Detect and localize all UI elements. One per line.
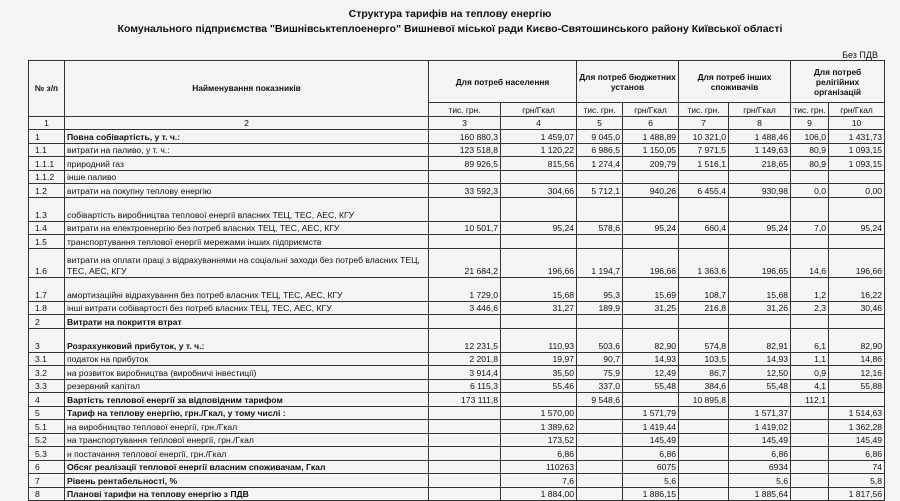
row-number: 2 [29, 315, 65, 329]
row-number: 1.6 [29, 248, 65, 277]
row-value: 5,8 [829, 474, 885, 488]
row-value [829, 315, 885, 329]
row-value: 3 914,4 [429, 366, 501, 380]
table-row [29, 301, 885, 315]
row-value: 503,6 [577, 328, 623, 352]
row-value: 6,86 [729, 447, 791, 461]
row-label: Повна собівартість, у т. ч.: [65, 130, 429, 144]
row-number: 5.2 [29, 433, 65, 447]
row-value: 35,50 [501, 366, 577, 380]
row-value: 21 684,2 [429, 248, 501, 277]
row-value: 1 363,6 [679, 248, 729, 277]
row-value [429, 170, 501, 184]
row-value: 815,56 [501, 157, 577, 171]
row-value: 80,9 [791, 143, 829, 157]
row-value: 108,7 [679, 277, 729, 301]
table-row [29, 277, 885, 301]
row-value: 1 514,63 [829, 406, 885, 420]
table-row [29, 328, 885, 352]
row-value: 6934 [729, 460, 791, 474]
row-value [729, 197, 791, 221]
table-row [29, 184, 885, 198]
row-value: 1 194,7 [577, 248, 623, 277]
document-subtitle: Комунального підприємства "Вишнівськтеплоенерго" Вишневої міської ради Києво-Святошинського району Київської області [117, 23, 783, 35]
row-value: 1 459,07 [501, 130, 577, 144]
row-value: 82,91 [729, 328, 791, 352]
unit-header: тис. грн. [577, 103, 623, 117]
row-value: 6,86 [829, 447, 885, 461]
row-value: 1 885,64 [729, 487, 791, 501]
row-label: Рівень рентабельності, % [65, 474, 429, 488]
row-value [679, 420, 729, 434]
row-value: 5,6 [729, 474, 791, 488]
row-value: 3 446,6 [429, 301, 501, 315]
row-value [429, 315, 501, 329]
column-index: 10 [829, 116, 885, 130]
table-row [29, 248, 885, 277]
column-index: 8 [729, 116, 791, 130]
row-value: 574,8 [679, 328, 729, 352]
row-value [791, 406, 829, 420]
row-value [501, 235, 577, 249]
row-value [679, 170, 729, 184]
row-value [791, 487, 829, 501]
row-value: 0,9 [791, 366, 829, 380]
row-value [623, 197, 679, 221]
row-value [791, 474, 829, 488]
row-value [429, 460, 501, 474]
table-row [29, 393, 885, 407]
row-label: амортизаційні відрахування без потреб власних ТЕЦ, ТЕС, АЕС, КГУ [65, 277, 429, 301]
table-row [29, 487, 885, 501]
row-number: 1.5 [29, 235, 65, 249]
row-value [679, 406, 729, 420]
row-value [577, 235, 623, 249]
row-value: 930,98 [729, 184, 791, 198]
row-label: транспортування теплової енергії мережами інших підприємств [65, 235, 429, 249]
row-value [577, 460, 623, 474]
row-value: 123 518,8 [429, 143, 501, 157]
row-label: Вартість теплової енергії за відповідним тарифом [65, 393, 429, 407]
table-row [29, 130, 885, 144]
row-value: 55,48 [623, 379, 679, 393]
row-value: 30,46 [829, 301, 885, 315]
table-row [29, 143, 885, 157]
row-label: Планові тарифи на теплову енергію з ПДВ [65, 487, 429, 501]
row-value [679, 315, 729, 329]
row-value: 196,65 [729, 248, 791, 277]
row-number: 1.7 [29, 277, 65, 301]
row-value: 5,6 [623, 474, 679, 488]
row-value: 1 093,15 [829, 143, 885, 157]
document-title: Структура тарифів на теплову енергію [348, 8, 552, 20]
row-value: 189,9 [577, 301, 623, 315]
row-value: 5 712,1 [577, 184, 623, 198]
row-label: Розрахунковий прибуток, у т. ч.: [65, 328, 429, 352]
row-value: 1 817,56 [829, 487, 885, 501]
table-row [29, 170, 885, 184]
row-label: інші витрати собівартості без потреб власних ТЕЦ, ТЕС, АЕС, КГУ [65, 301, 429, 315]
unit-header: грн/Гкал [501, 103, 577, 117]
row-value: 1 571,37 [729, 406, 791, 420]
row-value: 145,49 [623, 433, 679, 447]
row-value: 1 431,73 [829, 130, 885, 144]
row-value: 1 389,62 [501, 420, 577, 434]
row-value: 14,6 [791, 248, 829, 277]
row-value [729, 315, 791, 329]
table-row [29, 352, 885, 366]
row-value: 82,90 [829, 328, 885, 352]
row-value: 15,69 [623, 277, 679, 301]
row-label: н постачання теплової енергії, грн./Гкал [65, 447, 429, 461]
row-number: 8 [29, 487, 65, 501]
row-value [429, 447, 501, 461]
row-value: 95,24 [829, 221, 885, 235]
row-label: природний газ [65, 157, 429, 171]
row-value [577, 474, 623, 488]
row-value: 90,7 [577, 352, 623, 366]
row-value: 82,90 [623, 328, 679, 352]
row-value [791, 420, 829, 434]
row-value: 15,68 [729, 277, 791, 301]
row-value [679, 197, 729, 221]
row-number: 1.4 [29, 221, 65, 235]
row-value: 74 [829, 460, 885, 474]
row-number: 4 [29, 393, 65, 407]
header-name: Найменування показників [65, 61, 429, 117]
row-number: 7 [29, 474, 65, 488]
row-value: 6,86 [623, 447, 679, 461]
tariff-table [28, 60, 885, 501]
row-value: 55,88 [829, 379, 885, 393]
table-row [29, 157, 885, 171]
row-value: 10 501,7 [429, 221, 501, 235]
table-row [29, 474, 885, 488]
column-index: 7 [679, 116, 729, 130]
row-label: податок на прибуток [65, 352, 429, 366]
row-value: 106,0 [791, 130, 829, 144]
row-value: 6 115,3 [429, 379, 501, 393]
row-value: 12 231,5 [429, 328, 501, 352]
row-value [623, 170, 679, 184]
row-value: 1,1 [791, 352, 829, 366]
row-number: 1.1.1 [29, 157, 65, 171]
table-row [29, 315, 885, 329]
row-value: 12,49 [623, 366, 679, 380]
table-row [29, 420, 885, 434]
row-value: 173 111,8 [429, 393, 501, 407]
row-value: 6,86 [501, 447, 577, 461]
row-number: 3.2 [29, 366, 65, 380]
row-label: Тариф на теплову енергію, грн./Гкал, у тому числі : [65, 406, 429, 420]
row-number: 3.3 [29, 379, 65, 393]
row-label: інше паливо [65, 170, 429, 184]
row-value [577, 170, 623, 184]
row-value: 9 548,6 [577, 393, 623, 407]
row-value [729, 235, 791, 249]
row-value: 9 045,0 [577, 130, 623, 144]
row-value: 218,65 [729, 157, 791, 171]
table-row [29, 366, 885, 380]
unit-header: грн/Гкал [829, 103, 885, 117]
header-group-population: Для потреб населення [429, 61, 577, 103]
row-value: 10 321,0 [679, 130, 729, 144]
unit-header: грн/Гкал [623, 103, 679, 117]
row-value: 12,50 [729, 366, 791, 380]
header-group-religious: Для потреб релігійних організацій [791, 61, 885, 103]
row-value: 31,25 [623, 301, 679, 315]
row-number: 1.1 [29, 143, 65, 157]
row-value: 6,1 [791, 328, 829, 352]
row-label: витрати на паливо, у т. ч.: [65, 143, 429, 157]
row-value: 145,49 [829, 433, 885, 447]
row-value: 2,3 [791, 301, 829, 315]
row-value [791, 315, 829, 329]
row-value: 95,3 [577, 277, 623, 301]
row-number: 1.8 [29, 301, 65, 315]
header-num: № з/п [29, 61, 65, 117]
row-value: 7,0 [791, 221, 829, 235]
row-value [829, 235, 885, 249]
row-value: 14,93 [623, 352, 679, 366]
row-value: 1 362,28 [829, 420, 885, 434]
table-row [29, 221, 885, 235]
row-value: 6 986,5 [577, 143, 623, 157]
column-index: 6 [623, 116, 679, 130]
row-value: 0,00 [829, 184, 885, 198]
row-value [791, 197, 829, 221]
row-value: 86,7 [679, 366, 729, 380]
row-number: 5.3 [29, 447, 65, 461]
row-label: витрати на оплати праці з відрахуваннями на соціальні заходи без потреб власних ТЕЦ, ТЕС, АЕС, КГУ [65, 248, 429, 277]
row-value: 1 886,15 [623, 487, 679, 501]
unit-header: тис. грн. [679, 103, 729, 117]
row-value: 10 895,8 [679, 393, 729, 407]
row-value: 95,24 [729, 221, 791, 235]
row-value: 103,5 [679, 352, 729, 366]
row-number: 6 [29, 460, 65, 474]
row-value [501, 393, 577, 407]
row-value [429, 406, 501, 420]
table-row [29, 447, 885, 461]
row-value: 31,26 [729, 301, 791, 315]
row-value: 1 488,89 [623, 130, 679, 144]
row-value: 1 093,15 [829, 157, 885, 171]
row-value [429, 433, 501, 447]
table-row [29, 460, 885, 474]
row-number: 5.1 [29, 420, 65, 434]
row-value: 337,0 [577, 379, 623, 393]
row-value: 89 926,5 [429, 157, 501, 171]
row-value [679, 474, 729, 488]
row-value [791, 235, 829, 249]
row-value: 1 884,00 [501, 487, 577, 501]
header-group-budget: Для потреб бюджетних установ [577, 61, 679, 103]
row-value: 19,97 [501, 352, 577, 366]
row-number: 1 [29, 130, 65, 144]
column-index: 5 [577, 116, 623, 130]
table-row [29, 197, 885, 221]
row-value: 112,1 [791, 393, 829, 407]
row-value: 304,66 [501, 184, 577, 198]
column-index: 9 [791, 116, 829, 130]
row-value: 660,4 [679, 221, 729, 235]
row-value: 80,9 [791, 157, 829, 171]
row-label: на розвиток виробництва (виробничі інвестиції) [65, 366, 429, 380]
unit-header: грн/Гкал [729, 103, 791, 117]
row-number: 1.1.2 [29, 170, 65, 184]
tariff-table-body [29, 130, 885, 501]
row-value: 1 570,00 [501, 406, 577, 420]
row-number: 5 [29, 406, 65, 420]
column-index: 3 [429, 116, 501, 130]
row-value [577, 197, 623, 221]
row-value: 95,24 [501, 221, 577, 235]
row-value: 6 455,4 [679, 184, 729, 198]
row-number: 1.3 [29, 197, 65, 221]
row-value: 15,68 [501, 277, 577, 301]
row-value: 1 149,63 [729, 143, 791, 157]
row-value [729, 393, 791, 407]
row-value [679, 235, 729, 249]
row-value [679, 433, 729, 447]
row-value: 14,93 [729, 352, 791, 366]
row-value [679, 460, 729, 474]
row-value [791, 170, 829, 184]
row-value: 1 571,79 [623, 406, 679, 420]
row-value [577, 433, 623, 447]
row-value: 1,2 [791, 277, 829, 301]
column-index: 4 [501, 116, 577, 130]
row-value: 4,1 [791, 379, 829, 393]
row-value [829, 197, 885, 221]
row-label: витрати на покупну теплову енергію [65, 184, 429, 198]
table-row [29, 433, 885, 447]
row-number: 3 [29, 328, 65, 352]
unit-header: тис. грн. [791, 103, 829, 117]
row-label: на транспортування теплової енергії, грн./Гкал [65, 433, 429, 447]
row-label: на виробництво теплової енергії, грн./Гкал [65, 420, 429, 434]
row-value: 55,46 [501, 379, 577, 393]
row-value: 0,0 [791, 184, 829, 198]
row-value: 16,22 [829, 277, 885, 301]
row-value: 95,24 [623, 221, 679, 235]
row-label: собівартість виробництва теплової енергії власних ТЕЦ, ТЕС, АЕС, КГУ [65, 197, 429, 221]
column-index: 1 [29, 116, 65, 130]
row-value: 940,26 [623, 184, 679, 198]
column-index: 2 [65, 116, 429, 130]
row-value [577, 315, 623, 329]
row-value: 173,52 [501, 433, 577, 447]
row-value: 14,86 [829, 352, 885, 366]
row-value: 145,49 [729, 433, 791, 447]
row-value [429, 474, 501, 488]
row-value: 1 120,22 [501, 143, 577, 157]
table-row [29, 235, 885, 249]
vat-note: Без ПДВ [842, 50, 878, 60]
row-number: 1.2 [29, 184, 65, 198]
row-value [829, 393, 885, 407]
row-value [679, 447, 729, 461]
row-value [791, 460, 829, 474]
row-value: 196,66 [829, 248, 885, 277]
row-value [577, 406, 623, 420]
row-label: Витрати на покриття втрат [65, 315, 429, 329]
table-row [29, 379, 885, 393]
row-value [623, 235, 679, 249]
row-value [429, 420, 501, 434]
row-value [791, 447, 829, 461]
row-value: 216,8 [679, 301, 729, 315]
table-row [29, 406, 885, 420]
row-value [577, 447, 623, 461]
row-value: 196,66 [501, 248, 577, 277]
row-value: 1 516,1 [679, 157, 729, 171]
row-value: 110263 [501, 460, 577, 474]
row-value: 1 419,02 [729, 420, 791, 434]
row-value: 1 419,44 [623, 420, 679, 434]
row-value: 384,6 [679, 379, 729, 393]
row-value: 196,66 [623, 248, 679, 277]
row-value [829, 170, 885, 184]
row-label: Обсяг реалізації теплової енергії власним споживачам, Гкал [65, 460, 429, 474]
row-value: 160 880,3 [429, 130, 501, 144]
row-value: 33 592,3 [429, 184, 501, 198]
row-value: 7 971,5 [679, 143, 729, 157]
row-value: 7,6 [501, 474, 577, 488]
row-value [501, 197, 577, 221]
row-value [501, 315, 577, 329]
row-value [623, 393, 679, 407]
row-value: 1 729,0 [429, 277, 501, 301]
row-value [429, 487, 501, 501]
row-value: 1 488,46 [729, 130, 791, 144]
row-value: 2 201,8 [429, 352, 501, 366]
row-value: 578,6 [577, 221, 623, 235]
row-value: 1 150,05 [623, 143, 679, 157]
row-value [577, 420, 623, 434]
row-value [729, 170, 791, 184]
row-value [679, 487, 729, 501]
row-label: резервний капітал [65, 379, 429, 393]
row-value [623, 315, 679, 329]
row-value [791, 433, 829, 447]
row-value: 209,79 [623, 157, 679, 171]
row-value [429, 235, 501, 249]
row-number: 3.1 [29, 352, 65, 366]
row-value [501, 170, 577, 184]
header-group-other: Для потреб інших споживачів [679, 61, 791, 103]
row-value: 75,9 [577, 366, 623, 380]
row-value: 1 274,4 [577, 157, 623, 171]
row-value: 6075 [623, 460, 679, 474]
row-label: витрати на електроенергію без потреб власних ТЕЦ, ТЕС, АЕС, КГУ [65, 221, 429, 235]
row-value [577, 487, 623, 501]
row-value: 55,48 [729, 379, 791, 393]
row-value: 12,16 [829, 366, 885, 380]
row-value [429, 197, 501, 221]
row-value: 31,27 [501, 301, 577, 315]
unit-header: тис. грн. [429, 103, 501, 117]
row-value: 110,93 [501, 328, 577, 352]
